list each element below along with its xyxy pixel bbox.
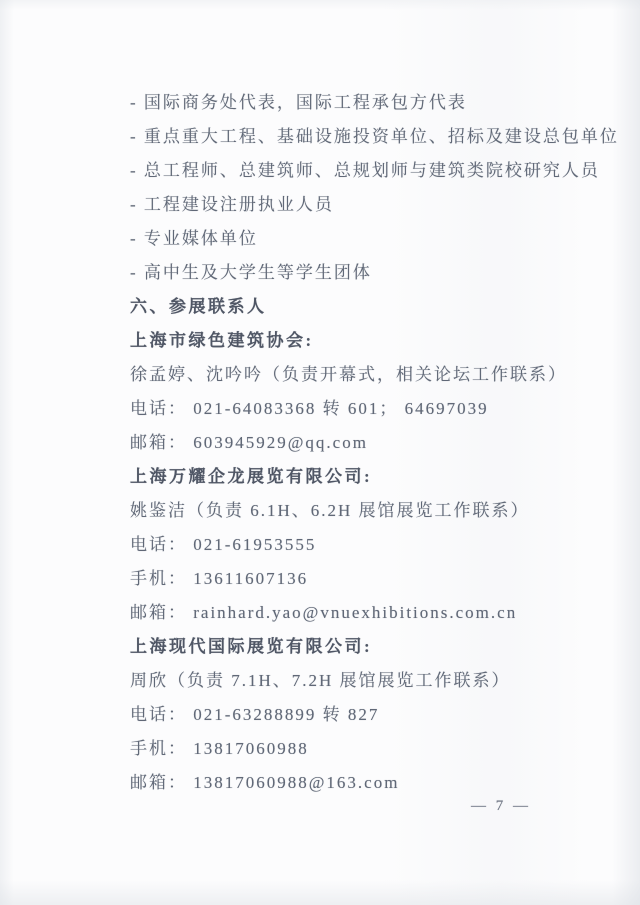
list-item: - 专业媒体单位 bbox=[130, 229, 258, 248]
mobile-line: 手机： 13611607136 bbox=[130, 569, 309, 588]
phone-line: 电话： 021-63288899 转 827 bbox=[130, 705, 380, 724]
contact-block bbox=[130, 460, 610, 630]
contact-person: 姚鉴洁（负责 6.1H、6.2H 展馆展览工作联系） bbox=[130, 501, 530, 520]
page-content bbox=[130, 86, 619, 800]
contact-block bbox=[130, 324, 610, 460]
company-name: 上海现代国际展览有限公司: bbox=[130, 637, 373, 656]
list-item: - 高中生及大学生等学生团体 bbox=[130, 263, 372, 282]
email-line: 邮箱： 13817060988@163.com bbox=[130, 773, 400, 792]
list-item: - 总工程师、总建筑师、总规划师与建筑类院校研究人员 bbox=[130, 161, 600, 180]
email-line: 邮箱： rainhard.yao@vnuexhibitions.com.cn bbox=[130, 603, 518, 622]
mobile-line: 手机： 13817060988 bbox=[130, 739, 309, 758]
company-name: 上海市绿色建筑协会: bbox=[130, 331, 314, 350]
list-item: - 工程建设注册执业人员 bbox=[130, 195, 334, 214]
contact-person: 周欣（负责 7.1H、7.2H 展馆展览工作联系） bbox=[130, 671, 511, 690]
contact-block bbox=[130, 630, 610, 800]
phone-line: 电话： 021-64083368 转 601； 64697039 bbox=[130, 399, 489, 418]
list-item: - 国际商务处代表，国际工程承包方代表 bbox=[130, 93, 467, 112]
contact-person: 徐孟婷、沈吟吟（负责开幕式，相关论坛工作联系） bbox=[130, 365, 567, 384]
page-number: — 7 — bbox=[471, 798, 531, 814]
section-heading: 六、参展联系人 bbox=[130, 297, 267, 316]
list-item: - 重点重大工程、基础设施投资单位、招标及建设总包单位 bbox=[130, 127, 619, 146]
email-line: 邮箱： 603945929@qq.com bbox=[130, 433, 368, 452]
phone-line: 电话： 021-61953555 bbox=[130, 535, 317, 554]
company-name: 上海万耀企龙展览有限公司: bbox=[130, 467, 373, 486]
